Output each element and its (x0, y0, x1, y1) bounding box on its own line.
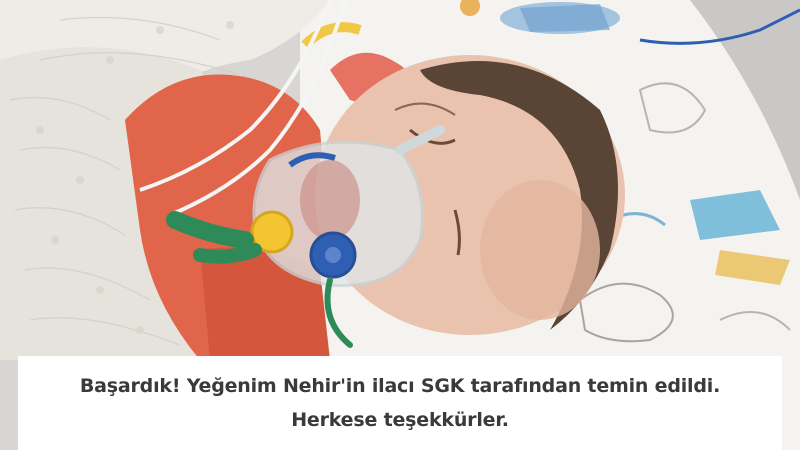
mouth (300, 160, 360, 240)
caption-line-2: Herkese teşekkürler. (291, 409, 509, 431)
caption-box (18, 356, 782, 450)
caption-line-1: Başardık! Yeğenim Nehir'in ilacı SGK tarafından temin edildi. (79, 375, 721, 397)
